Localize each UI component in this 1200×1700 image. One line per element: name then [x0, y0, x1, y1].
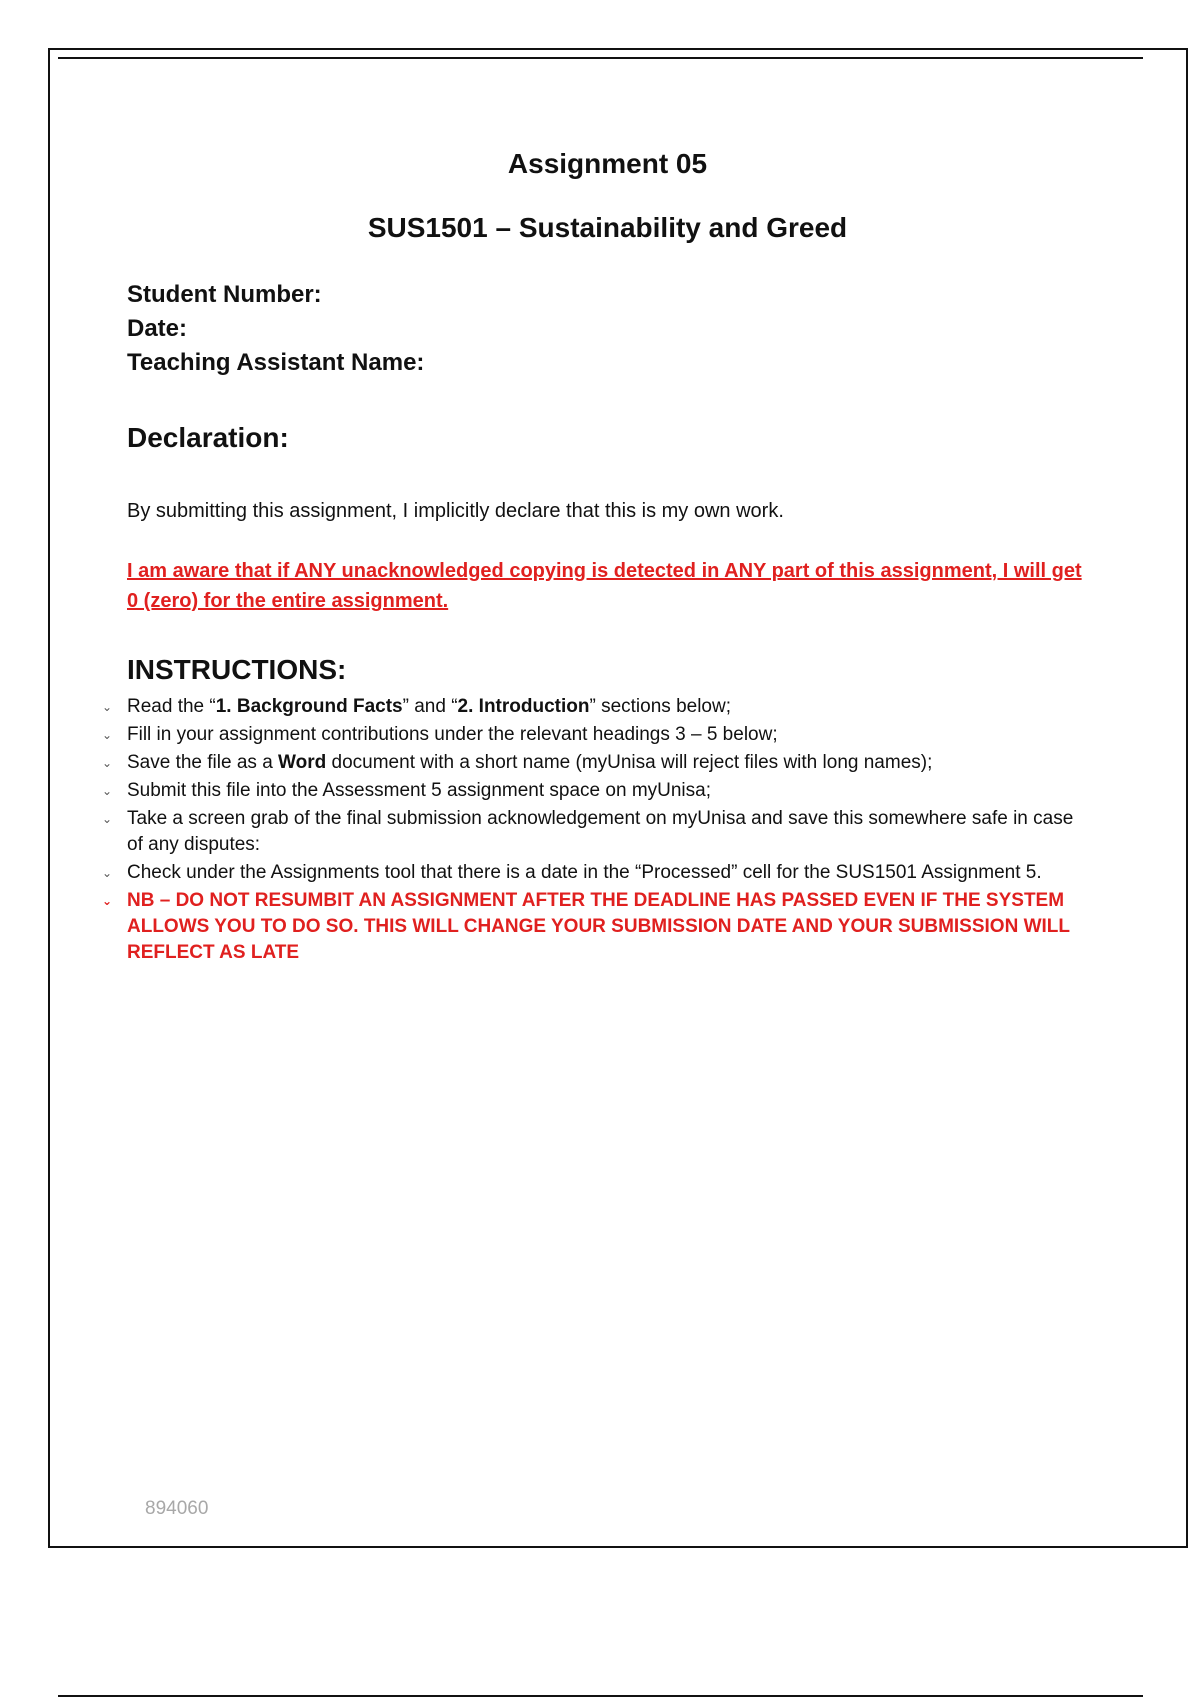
declaration-text: By submitting this assignment, I implicitly declare that this is my own work. [127, 500, 784, 522]
chevron-down-icon: ⌄ [102, 894, 113, 908]
page-subtitle: SUS1501 – Sustainability and Greed [367, 212, 848, 243]
chevron-down-icon: ⌄ [102, 756, 113, 770]
list-item: ⌄ Fill in your assignment contributions under the relevant headings 3 – 5 below; [100, 722, 1090, 748]
list-item: ⌄ Read the “1. Background Facts” and “2. Introduction” sections below; [100, 694, 1090, 720]
bold-text: 1. Background Facts [215, 696, 403, 717]
plagiarism-warning: I am aware that if ANY unacknowledged copying is detected in ANY part of this assignment, I will get 0 (zero) for the entire assignment. [127, 560, 1082, 612]
list-item: ⌄ Check under the Assignments tool that there is a date in the “Processed” cell for the SUS1501 Assignment 5. [100, 860, 1090, 886]
list-item: ⌄ Submit this file into the Assessment 5 assignment space on myUnisa; [100, 778, 1090, 804]
ta-name-label: Teaching Assistant Name: [127, 349, 425, 376]
page-title: Assignment 05 [507, 148, 708, 179]
page-id: 894060 [145, 1498, 209, 1519]
list-item: ⌄ Save the file as a Word document with a short name (myUnisa will reject files with long names); [100, 750, 1090, 776]
bold-text: 2. Introduction [457, 696, 590, 717]
list-item: ⌄ NB – DO NOT RESUMBIT AN ASSIGNMENT AFTER THE DEADLINE HAS PASSED EVEN IF THE SYSTEM ALLOWS YOU TO DO SO. THIS WILL CHANGE YOUR SUBMISSION DATE AND YOUR SUBMISSION WILL REFLECT AS LATE [102, 890, 1070, 963]
student-fields [127, 278, 424, 380]
bold-text: Word [278, 752, 327, 773]
student-number-label: Student Number: [127, 281, 322, 308]
chevron-down-icon: ⌄ [102, 784, 113, 798]
chevron-down-icon: ⌄ [102, 728, 113, 742]
chevron-down-icon: ⌄ [102, 700, 113, 714]
date-label: Date: [127, 315, 188, 342]
chevron-down-icon: ⌄ [102, 812, 113, 826]
instructions-list [100, 694, 1090, 968]
list-item: ⌄ Take a screen grab of the final submission acknowledgement on myUnisa and save this somewhere safe in case of any disputes: [102, 808, 1074, 855]
bottom-rule [58, 1695, 1143, 1697]
instructions-heading: INSTRUCTIONS: [127, 654, 347, 685]
chevron-down-icon: ⌄ [102, 866, 113, 880]
declaration-heading: Declaration: [127, 422, 289, 453]
